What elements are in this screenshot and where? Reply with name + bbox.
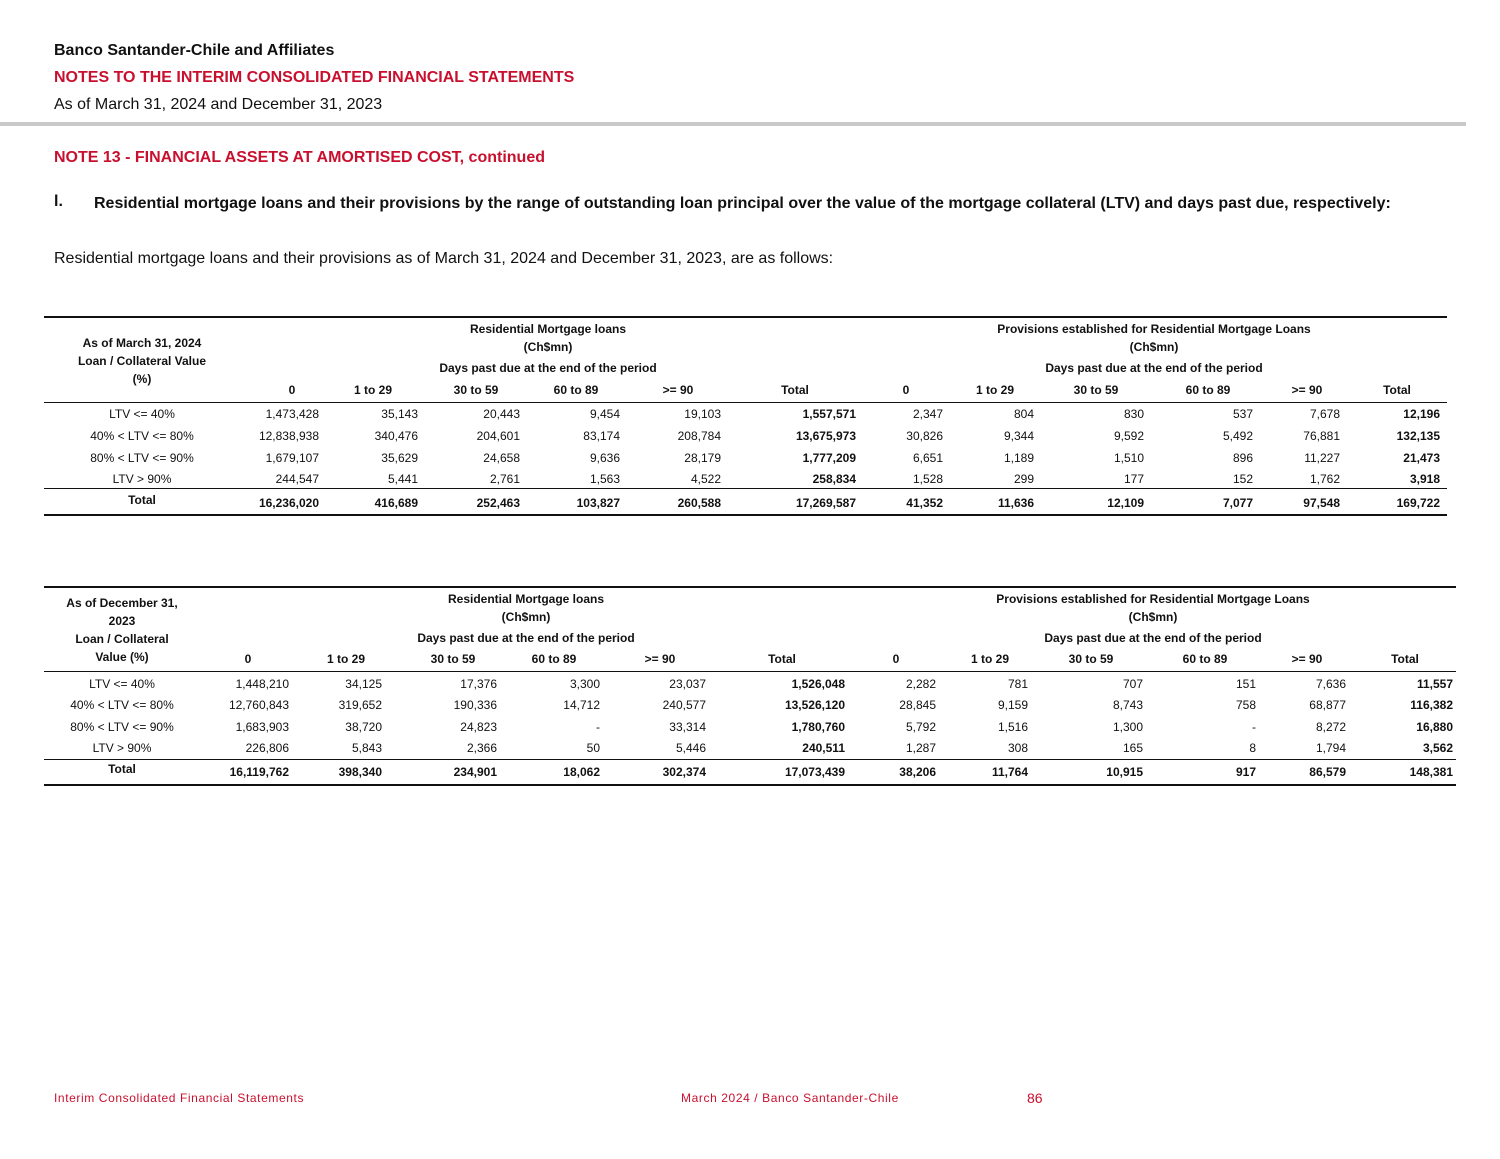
provisions-days-past-due: Days past due at the end of the period <box>1044 631 1262 645</box>
table-cell: 9,344 <box>1003 429 1034 443</box>
table-cell: 177 <box>1123 472 1144 486</box>
table-cell: 24,823 <box>460 720 497 734</box>
column-header: Total <box>781 383 809 397</box>
table-cell: 299 <box>1013 472 1034 486</box>
table-cell: 1,516 <box>997 720 1028 734</box>
total-cell: 169,722 <box>1396 496 1440 510</box>
row-label-header: As of March 31, 2024 <box>82 336 202 350</box>
table-cell: 2,282 <box>905 677 936 691</box>
provisions-group-unit: (Ch$mn) <box>1129 340 1179 354</box>
total-cell: 103,827 <box>576 496 620 510</box>
loans-group-title: Residential Mortgage loans <box>447 592 605 606</box>
table-cell: 1,794 <box>1315 741 1346 755</box>
column-header: 1 to 29 <box>326 652 365 666</box>
table-cell: 9,636 <box>589 451 620 465</box>
row-label-header: (%) <box>132 372 152 386</box>
loans-days-past-due: Days past due at the end of the period <box>439 361 657 375</box>
column-header: 1 to 29 <box>970 652 1009 666</box>
table-cell: 1,189 <box>1003 451 1034 465</box>
header-rule <box>44 671 1456 672</box>
table-cell: 2,347 <box>912 407 943 421</box>
table-cell: 16,880 <box>1416 720 1453 734</box>
table-cell: 537 <box>1232 407 1253 421</box>
total-cell: 16,236,020 <box>258 496 319 510</box>
column-header: 30 to 59 <box>1068 652 1114 666</box>
row-label: LTV <= 40% <box>89 677 155 691</box>
footer-period: March 2024 / Banco Santander-Chile <box>681 1091 899 1105</box>
provisions-days-past-due: Days past due at the end of the period <box>1045 361 1263 375</box>
table-cell: 30,826 <box>906 429 943 443</box>
provisions-group-title: Provisions established for Residential Mortgage Loans <box>997 322 1311 336</box>
total-cell: 17,073,439 <box>784 765 845 779</box>
subtotal-rule <box>44 488 1447 489</box>
table-cell: 21,473 <box>1403 451 1440 465</box>
table-cell: 258,834 <box>812 472 856 486</box>
row-label-header: Loan / Collateral <box>75 632 169 646</box>
table-cell: 13,675,973 <box>795 429 856 443</box>
table-cell: 190,336 <box>453 698 497 712</box>
bottom-rule <box>44 514 1447 516</box>
total-cell: 11,764 <box>991 765 1028 779</box>
page-number: 86 <box>1027 1090 1043 1106</box>
row-label: 80% < LTV <= 90% <box>70 720 174 734</box>
column-header: >= 90 <box>644 652 676 666</box>
notes-title: NOTES TO THE INTERIM CONSOLIDATED FINANCIAL STATEMENTS <box>54 69 575 86</box>
provisions-group-title: Provisions established for Residential Mortgage Loans <box>996 592 1310 606</box>
table-cell: 244,547 <box>275 472 319 486</box>
as-of-date: As of March 31, 2024 and December 31, 2023 <box>54 96 383 113</box>
table-cell: 7,636 <box>1315 677 1346 691</box>
footer-document-title: Interim Consolidated Financial Statements <box>54 1091 305 1105</box>
table-cell: 781 <box>1007 677 1028 691</box>
total-cell: 12,109 <box>1107 496 1144 510</box>
table-cell: 3,562 <box>1422 741 1453 755</box>
table-cell: 4,522 <box>690 472 721 486</box>
header-rule <box>44 402 1447 403</box>
loans-days-past-due: Days past due at the end of the period <box>417 631 635 645</box>
total-cell: 97,548 <box>1303 496 1340 510</box>
total-cell: 234,901 <box>453 765 497 779</box>
row-label-header: As of December 31, <box>66 596 178 610</box>
table-cell: 83,174 <box>583 429 620 443</box>
table-cell: 240,511 <box>802 741 845 755</box>
table-cell: 11,557 <box>1416 677 1453 691</box>
column-header: 1 to 29 <box>975 383 1014 397</box>
table-cell: 6,651 <box>912 451 943 465</box>
total-cell: 252,463 <box>476 496 520 510</box>
table-cell: 758 <box>1235 698 1256 712</box>
column-header: Total <box>768 652 796 666</box>
bottom-rule <box>44 784 1456 786</box>
row-label: 40% < LTV <= 80% <box>90 429 194 443</box>
row-label: 40% < LTV <= 80% <box>70 698 174 712</box>
table-cell: 38,720 <box>345 720 382 734</box>
table-cell: 20,443 <box>483 407 520 421</box>
table-cell: 76,881 <box>1303 429 1340 443</box>
table-cell: 12,838,938 <box>258 429 319 443</box>
total-cell: 17,269,587 <box>795 496 856 510</box>
section-letter: l. <box>54 193 63 210</box>
table-cell: 8,272 <box>1315 720 1346 734</box>
table-cell: 1,287 <box>905 741 936 755</box>
subtotal-rule <box>44 759 1456 760</box>
total-label: Total <box>128 493 156 507</box>
table-cell: 2,761 <box>489 472 520 486</box>
loans-group-unit: (Ch$mn) <box>501 610 551 624</box>
table-cell: 50 <box>586 741 600 755</box>
table-cell: 1,762 <box>1309 472 1340 486</box>
total-cell: 416,689 <box>374 496 418 510</box>
table-cell: 12,196 <box>1403 407 1440 421</box>
table-cell: 19,103 <box>684 407 721 421</box>
table-cell: 3,300 <box>569 677 600 691</box>
table-cell: 5,792 <box>905 720 936 734</box>
table-cell: 208,784 <box>677 429 721 443</box>
table-cell: 1,526,048 <box>791 677 845 691</box>
column-header: >= 90 <box>1291 652 1323 666</box>
table-cell: 8 <box>1249 741 1256 755</box>
column-header: Total <box>1391 652 1419 666</box>
table-cell: 24,658 <box>483 451 520 465</box>
table-cell: 1,780,760 <box>791 720 845 734</box>
table-cell: 35,629 <box>381 451 418 465</box>
table-cell: 1,777,209 <box>802 451 856 465</box>
table-cell: - <box>1252 720 1256 734</box>
table-cell: 1,563 <box>589 472 620 486</box>
table-cell: 1,300 <box>1112 720 1143 734</box>
section-title: Residential mortgage loans and their provisions by the range of outstanding loan principal over the value of the mortgage collateral (LTV) and days past due, respectively: <box>94 195 1391 212</box>
row-label: LTV <= 40% <box>109 407 175 421</box>
table-cell: 830 <box>1123 407 1144 421</box>
provisions-group-unit: (Ch$mn) <box>1128 610 1178 624</box>
table-cell: 1,528 <box>912 472 943 486</box>
total-cell: 11,636 <box>997 496 1034 510</box>
table-cell: 2,366 <box>466 741 497 755</box>
column-header: 0 <box>244 652 252 666</box>
total-cell: 302,374 <box>662 765 706 779</box>
total-cell: 260,588 <box>677 496 721 510</box>
table-cell: 1,683,903 <box>235 720 289 734</box>
table-cell: 9,454 <box>589 407 620 421</box>
table-cell: - <box>596 720 600 734</box>
total-cell: 86,579 <box>1309 765 1346 779</box>
table-cell: 3,918 <box>1409 472 1440 486</box>
table-cell: 5,446 <box>675 741 706 755</box>
column-header: 60 to 89 <box>553 383 599 397</box>
row-label-header: 2023 <box>108 614 136 628</box>
table-cell: 152 <box>1232 472 1253 486</box>
intro-paragraph: Residential mortgage loans and their provisions as of March 31, 2024 and December 31, 2023, are as follows: <box>54 250 834 267</box>
table-cell: 5,441 <box>387 472 418 486</box>
table-cell: 8,743 <box>1112 698 1143 712</box>
table-cell: 17,376 <box>460 677 497 691</box>
row-label-header: Loan / Collateral Value <box>77 354 207 368</box>
row-label-header: Value (%) <box>95 650 149 664</box>
table-cell: 240,577 <box>662 698 706 712</box>
table-cell: 11,227 <box>1304 451 1340 465</box>
column-header: 30 to 59 <box>453 383 499 397</box>
column-header: >= 90 <box>662 383 694 397</box>
total-cell: 38,206 <box>899 765 936 779</box>
table-cell: 28,845 <box>899 698 936 712</box>
row-label: 80% < LTV <= 90% <box>90 451 194 465</box>
column-header: 30 to 59 <box>1073 383 1119 397</box>
top-rule <box>44 586 1456 588</box>
table-cell: 5,492 <box>1222 429 1253 443</box>
table-cell: 34,125 <box>345 677 382 691</box>
row-label: LTV > 90% <box>112 472 172 486</box>
table-cell: 151 <box>1235 677 1256 691</box>
table-cell: 1,679,107 <box>265 451 319 465</box>
mortgage-table-dec-2023 <box>44 586 1456 788</box>
table-cell: 165 <box>1122 741 1143 755</box>
total-cell: 41,352 <box>906 496 943 510</box>
table-cell: 1,557,571 <box>802 407 856 421</box>
table-cell: 308 <box>1007 741 1028 755</box>
table-cell: 896 <box>1232 451 1253 465</box>
table-cell: 132,135 <box>1396 429 1440 443</box>
total-cell: 18,062 <box>563 765 600 779</box>
table-cell: 1,510 <box>1113 451 1144 465</box>
column-header: >= 90 <box>1291 383 1323 397</box>
column-header: Total <box>1383 383 1411 397</box>
table-cell: 7,678 <box>1309 407 1340 421</box>
table-cell: 204,601 <box>476 429 520 443</box>
total-cell: 398,340 <box>338 765 382 779</box>
table-cell: 68,877 <box>1309 698 1346 712</box>
top-rule <box>44 316 1447 318</box>
column-header: 60 to 89 <box>1182 652 1228 666</box>
row-label: LTV > 90% <box>92 741 152 755</box>
table-cell: 226,806 <box>245 741 289 755</box>
note-title: NOTE 13 - FINANCIAL ASSETS AT AMORTISED COST, continued <box>54 149 545 166</box>
table-cell: 9,159 <box>997 698 1028 712</box>
table-cell: 13,526,120 <box>784 698 845 712</box>
table-cell: 319,652 <box>338 698 382 712</box>
column-header: 0 <box>288 383 296 397</box>
column-header: 0 <box>902 383 910 397</box>
total-cell: 10,915 <box>1106 765 1143 779</box>
table-cell: 35,143 <box>381 407 418 421</box>
table-cell: 23,037 <box>669 677 706 691</box>
table-cell: 9,592 <box>1113 429 1144 443</box>
table-cell: 12,760,843 <box>228 698 289 712</box>
loans-group-unit: (Ch$mn) <box>523 340 573 354</box>
table-cell: 5,843 <box>351 741 382 755</box>
table-cell: 116,382 <box>1410 698 1453 712</box>
table-cell: 804 <box>1013 407 1034 421</box>
company-name: Banco Santander-Chile and Affiliates <box>54 42 335 59</box>
column-header: 60 to 89 <box>531 652 577 666</box>
table-cell: 14,712 <box>563 698 600 712</box>
table-cell: 28,179 <box>684 451 721 465</box>
loans-group-title: Residential Mortgage loans <box>469 322 627 336</box>
column-header: 0 <box>892 652 900 666</box>
table-cell: 707 <box>1122 677 1143 691</box>
total-cell: 7,077 <box>1222 496 1253 510</box>
table-cell: 1,473,428 <box>265 407 319 421</box>
column-header: 30 to 59 <box>430 652 476 666</box>
table-cell: 33,314 <box>669 720 706 734</box>
mortgage-table-mar-2024 <box>44 316 1447 518</box>
column-header: 1 to 29 <box>353 383 392 397</box>
table-cell: 1,448,210 <box>235 677 289 691</box>
total-cell: 16,119,762 <box>229 765 289 779</box>
header-divider <box>0 122 1466 126</box>
total-cell: 148,381 <box>1409 765 1453 779</box>
column-header: 60 to 89 <box>1185 383 1231 397</box>
total-cell: 917 <box>1235 765 1256 779</box>
table-cell: 340,476 <box>374 429 418 443</box>
total-label: Total <box>108 762 136 776</box>
